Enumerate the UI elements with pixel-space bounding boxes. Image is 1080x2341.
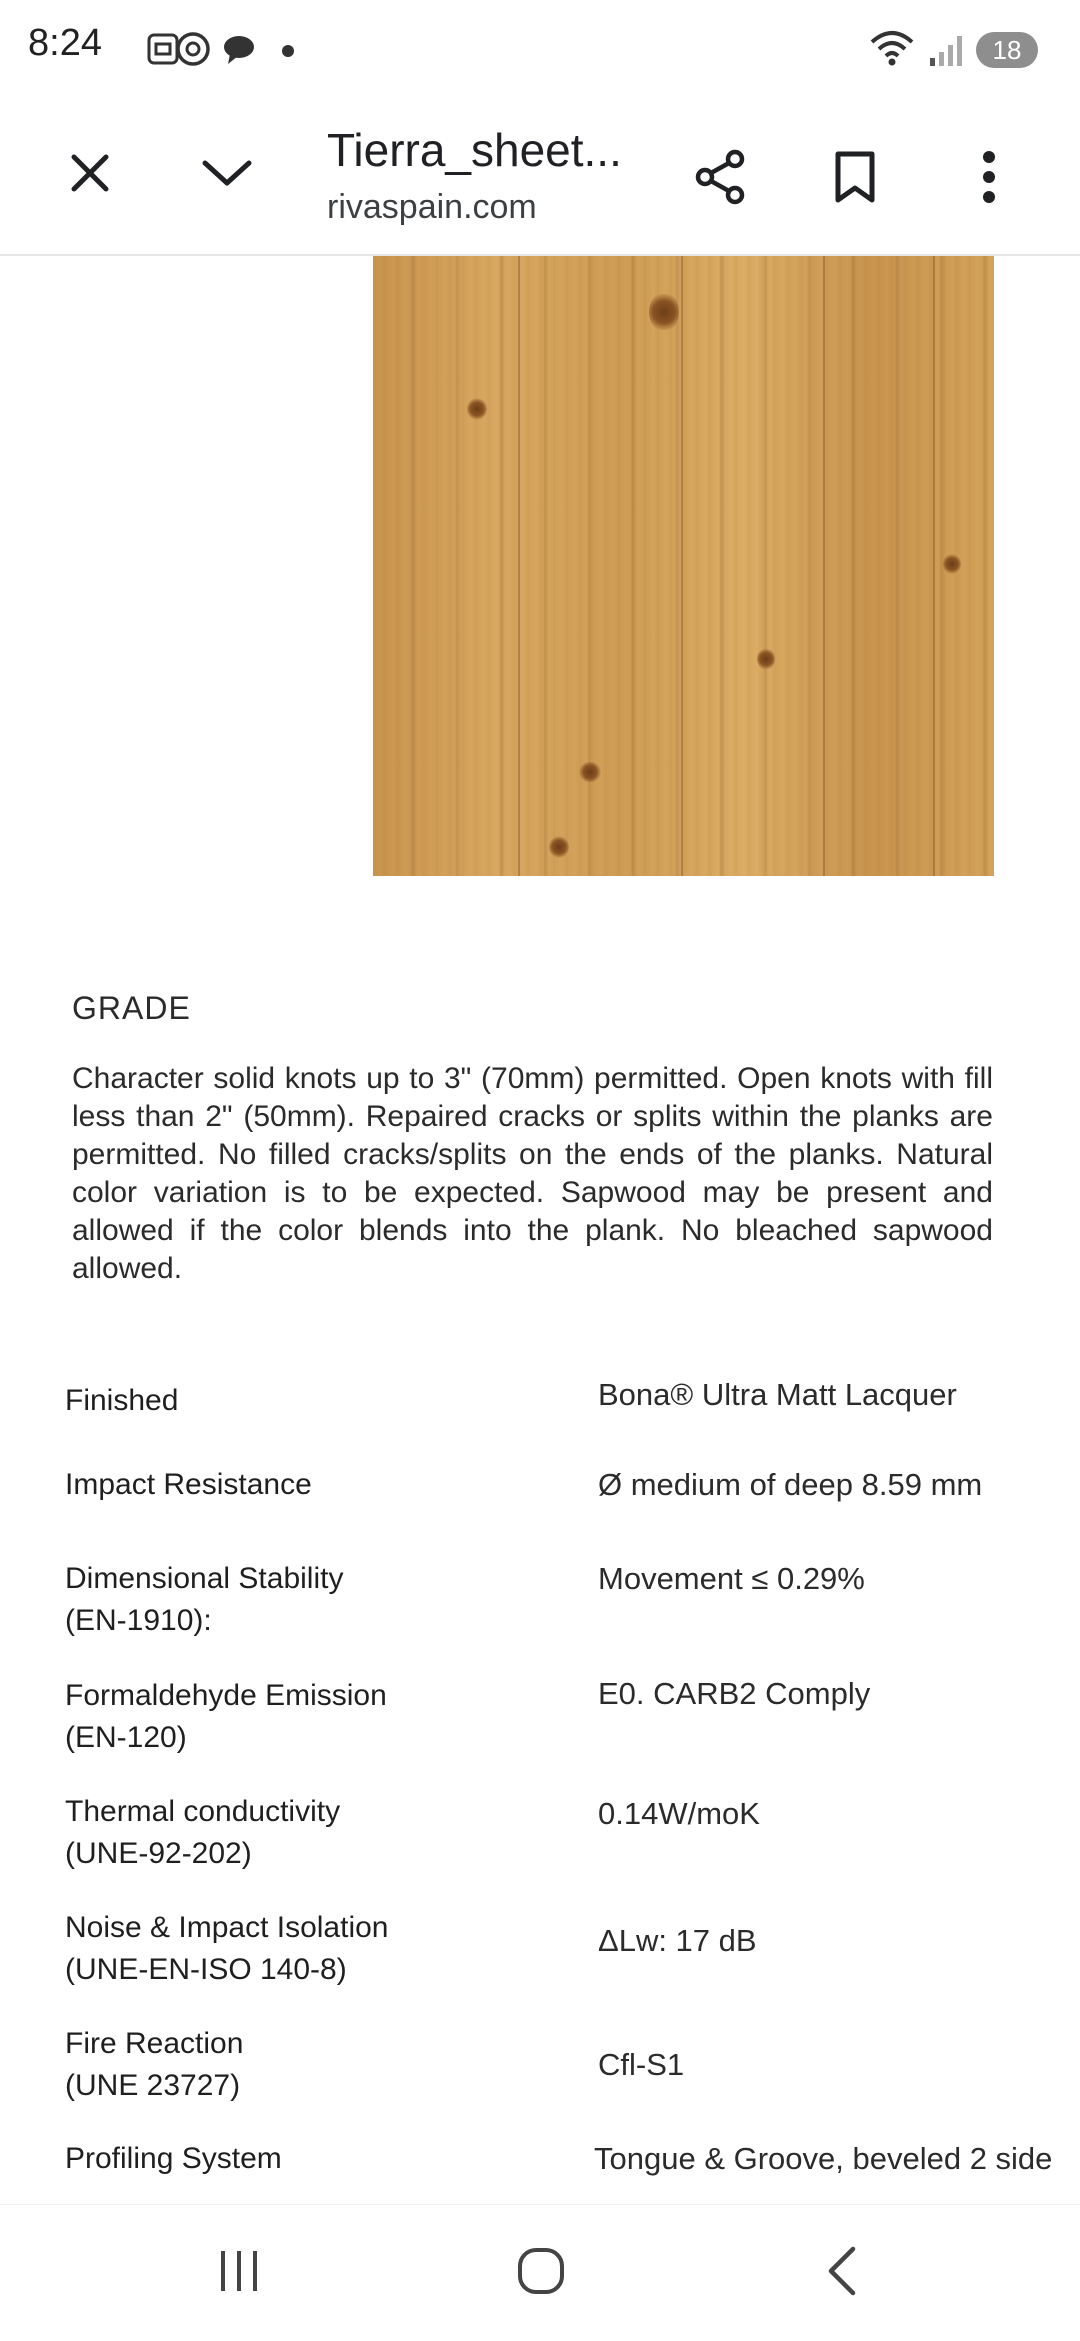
spec-value-formaldehyde-emission: E0. CARB2 Comply bbox=[598, 1676, 871, 1711]
spec-value-fire-reaction: Cfl-S1 bbox=[598, 2047, 685, 2082]
more-vert-icon bbox=[981, 149, 997, 210]
chevron-down-icon bbox=[201, 157, 253, 194]
spec-value-thermal-conductivity: 0.14W/moK bbox=[598, 1796, 760, 1831]
status-time: 8:24 bbox=[28, 22, 102, 64]
spec-value-finished: Bona® Ultra Matt Lacquer bbox=[598, 1377, 957, 1412]
home-button[interactable] bbox=[496, 2233, 586, 2313]
back-icon bbox=[823, 2245, 863, 2302]
spec-label-profiling-system: Profiling System bbox=[65, 2142, 282, 2175]
grade-description: Character solid knots up to 3" (70mm) permitted. Open knots with fill less than 2" (50mm). Repaired cracks or splits within the planks are permitted. No filled cracks/splits on the ends of the planks. Natural color variation is to be expected. Sapwood may be present and allowed if the color blends into the plank. No bleached sapwood allowed. bbox=[72, 1062, 993, 1285]
spec-value-impact-resistance: Ø medium of deep 8.59 mm bbox=[598, 1467, 983, 1502]
recent-apps-button[interactable] bbox=[194, 2233, 284, 2313]
close-icon bbox=[68, 151, 112, 200]
notification-dot-icon bbox=[282, 44, 294, 62]
spec-label-impact-resistance: Impact Resistance bbox=[65, 1468, 312, 1501]
spec-label-fire-reaction: Fire Reaction (UNE 23727) bbox=[65, 2027, 244, 2102]
spec-label-dimensional-stability: Dimensional Stability (EN-1910): bbox=[65, 1562, 344, 1637]
spec-value-noise-impact-isolation: ΔLw: 17 dB bbox=[598, 1923, 757, 1958]
bookmark-icon bbox=[833, 150, 877, 209]
wood-sample-image bbox=[373, 256, 994, 876]
spec-value-dimensional-stability: Movement ≤ 0.29% bbox=[598, 1561, 865, 1596]
custom-tab-toolbar bbox=[0, 96, 1080, 256]
status-bar bbox=[0, 0, 1080, 96]
navigation-bar bbox=[0, 2204, 1080, 2341]
home-icon bbox=[516, 2246, 566, 2301]
page-title: Tierra_sheet... bbox=[327, 124, 622, 176]
grade-heading: GRADE bbox=[72, 990, 191, 1026]
page-domain: rivaspain.com bbox=[327, 188, 537, 226]
cellular-signal-icon bbox=[928, 32, 968, 73]
share-icon bbox=[693, 149, 749, 210]
threads-icon bbox=[174, 30, 212, 73]
close-button[interactable] bbox=[45, 130, 135, 220]
spec-label-finished: Finished bbox=[65, 1384, 179, 1417]
spec-value-profiling-system: Tongue & Groove, beveled 2 side bbox=[594, 2141, 1053, 2176]
recent-apps-icon bbox=[215, 2247, 263, 2300]
bookmark-button[interactable] bbox=[810, 134, 900, 224]
chat-bubble-icon bbox=[222, 34, 256, 71]
spec-label-formaldehyde-emission: Formaldehyde Emission (EN-120) bbox=[65, 1679, 387, 1754]
battery-icon: 18 bbox=[976, 32, 1038, 68]
minimize-button[interactable] bbox=[182, 130, 272, 220]
share-button[interactable] bbox=[676, 134, 766, 224]
wifi-icon bbox=[870, 30, 914, 71]
back-button[interactable] bbox=[798, 2233, 888, 2313]
more-options-button[interactable] bbox=[944, 134, 1034, 224]
spec-label-noise-impact-isolation: Noise & Impact Isolation (UNE-EN-ISO 140-8) bbox=[65, 1911, 389, 1986]
spec-label-thermal-conductivity: Thermal conductivity (UNE-92-202) bbox=[65, 1795, 341, 1870]
